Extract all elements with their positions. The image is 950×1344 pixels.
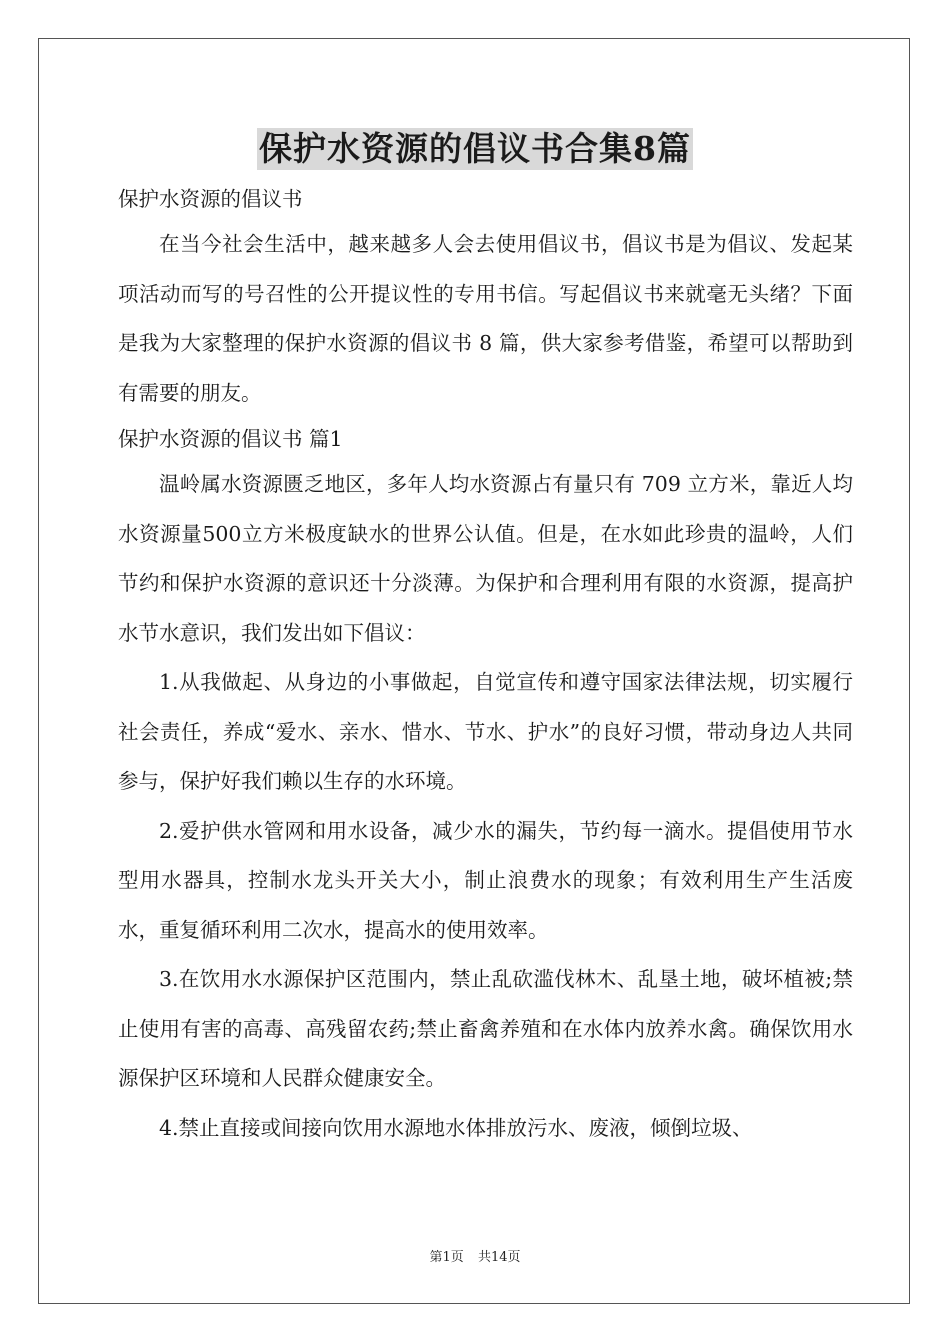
page-total: 共14页 [477,1250,521,1265]
paragraph-4: 3.在饮用水水源保护区范围内，禁止乱砍滥伐林木、乱垦土地，破坏植被;禁止使用有害的高毒、高残留农药;禁止畜禽养殖和在水体内放养水禽。确保饮用水源保护区环境和人民群众健康安全。 [118,967,853,1090]
section-heading: 保护水资源的倡议书 篇1 [118,427,343,451]
title-container [0,128,950,170]
page-number: 第1页 [429,1250,464,1265]
document-body [118,178,853,1153]
paragraph-1: 温岭属水资源匮乏地区，多年人均水资源占有量只有 709 立方米，靠近人均水资源量500立方米极度缺水的世界公认值。但是，在水如此珍贵的温岭，人们节约和保护水资源的意识还十分淡薄。为保护和合理利用有限的水资源，提高护水节水意识，我们发出如下倡议： [118,472,853,645]
paragraph-2: 1.从我做起、从身边的小事做起，自觉宣传和遵守国家法律法规，切实履行社会责任，养成“爱水、亲水、惜水、节水、护水”的良好习惯，带动身边人共同参与，保护好我们赖以生存的水环境。 [118,670,853,793]
intro-paragraph: 在当今社会生活中，越来越多人会去使用倡议书，倡议书是为倡议、发起某项活动而写的号召性的公开提议性的专用书信。写起倡议书来就毫无头绪？下面是我为大家整理的保护水资源的倡议书 8 篇，供大家参考借鉴，希望可以帮助到有需要的朋友。 [118,232,853,405]
paragraph-3: 2.爱护供水管网和用水设备，减少水的漏失，节约每一滴水。提倡使用节水型用水器具，控制水龙头开关大小，制止浪费水的现象；有效利用生产生活废水，重复循环利用二次水，提高水的使用效率。 [118,818,853,942]
paragraph-5: 4.禁止直接或间接向饮用水源地水体排放污水、废液，倾倒垃圾、 [159,1115,753,1140]
page-footer [0,1246,950,1265]
intro-heading: 保护水资源的倡议书 [118,187,303,211]
document-title: 保护水资源的倡议书合集8篇 [259,129,691,168]
